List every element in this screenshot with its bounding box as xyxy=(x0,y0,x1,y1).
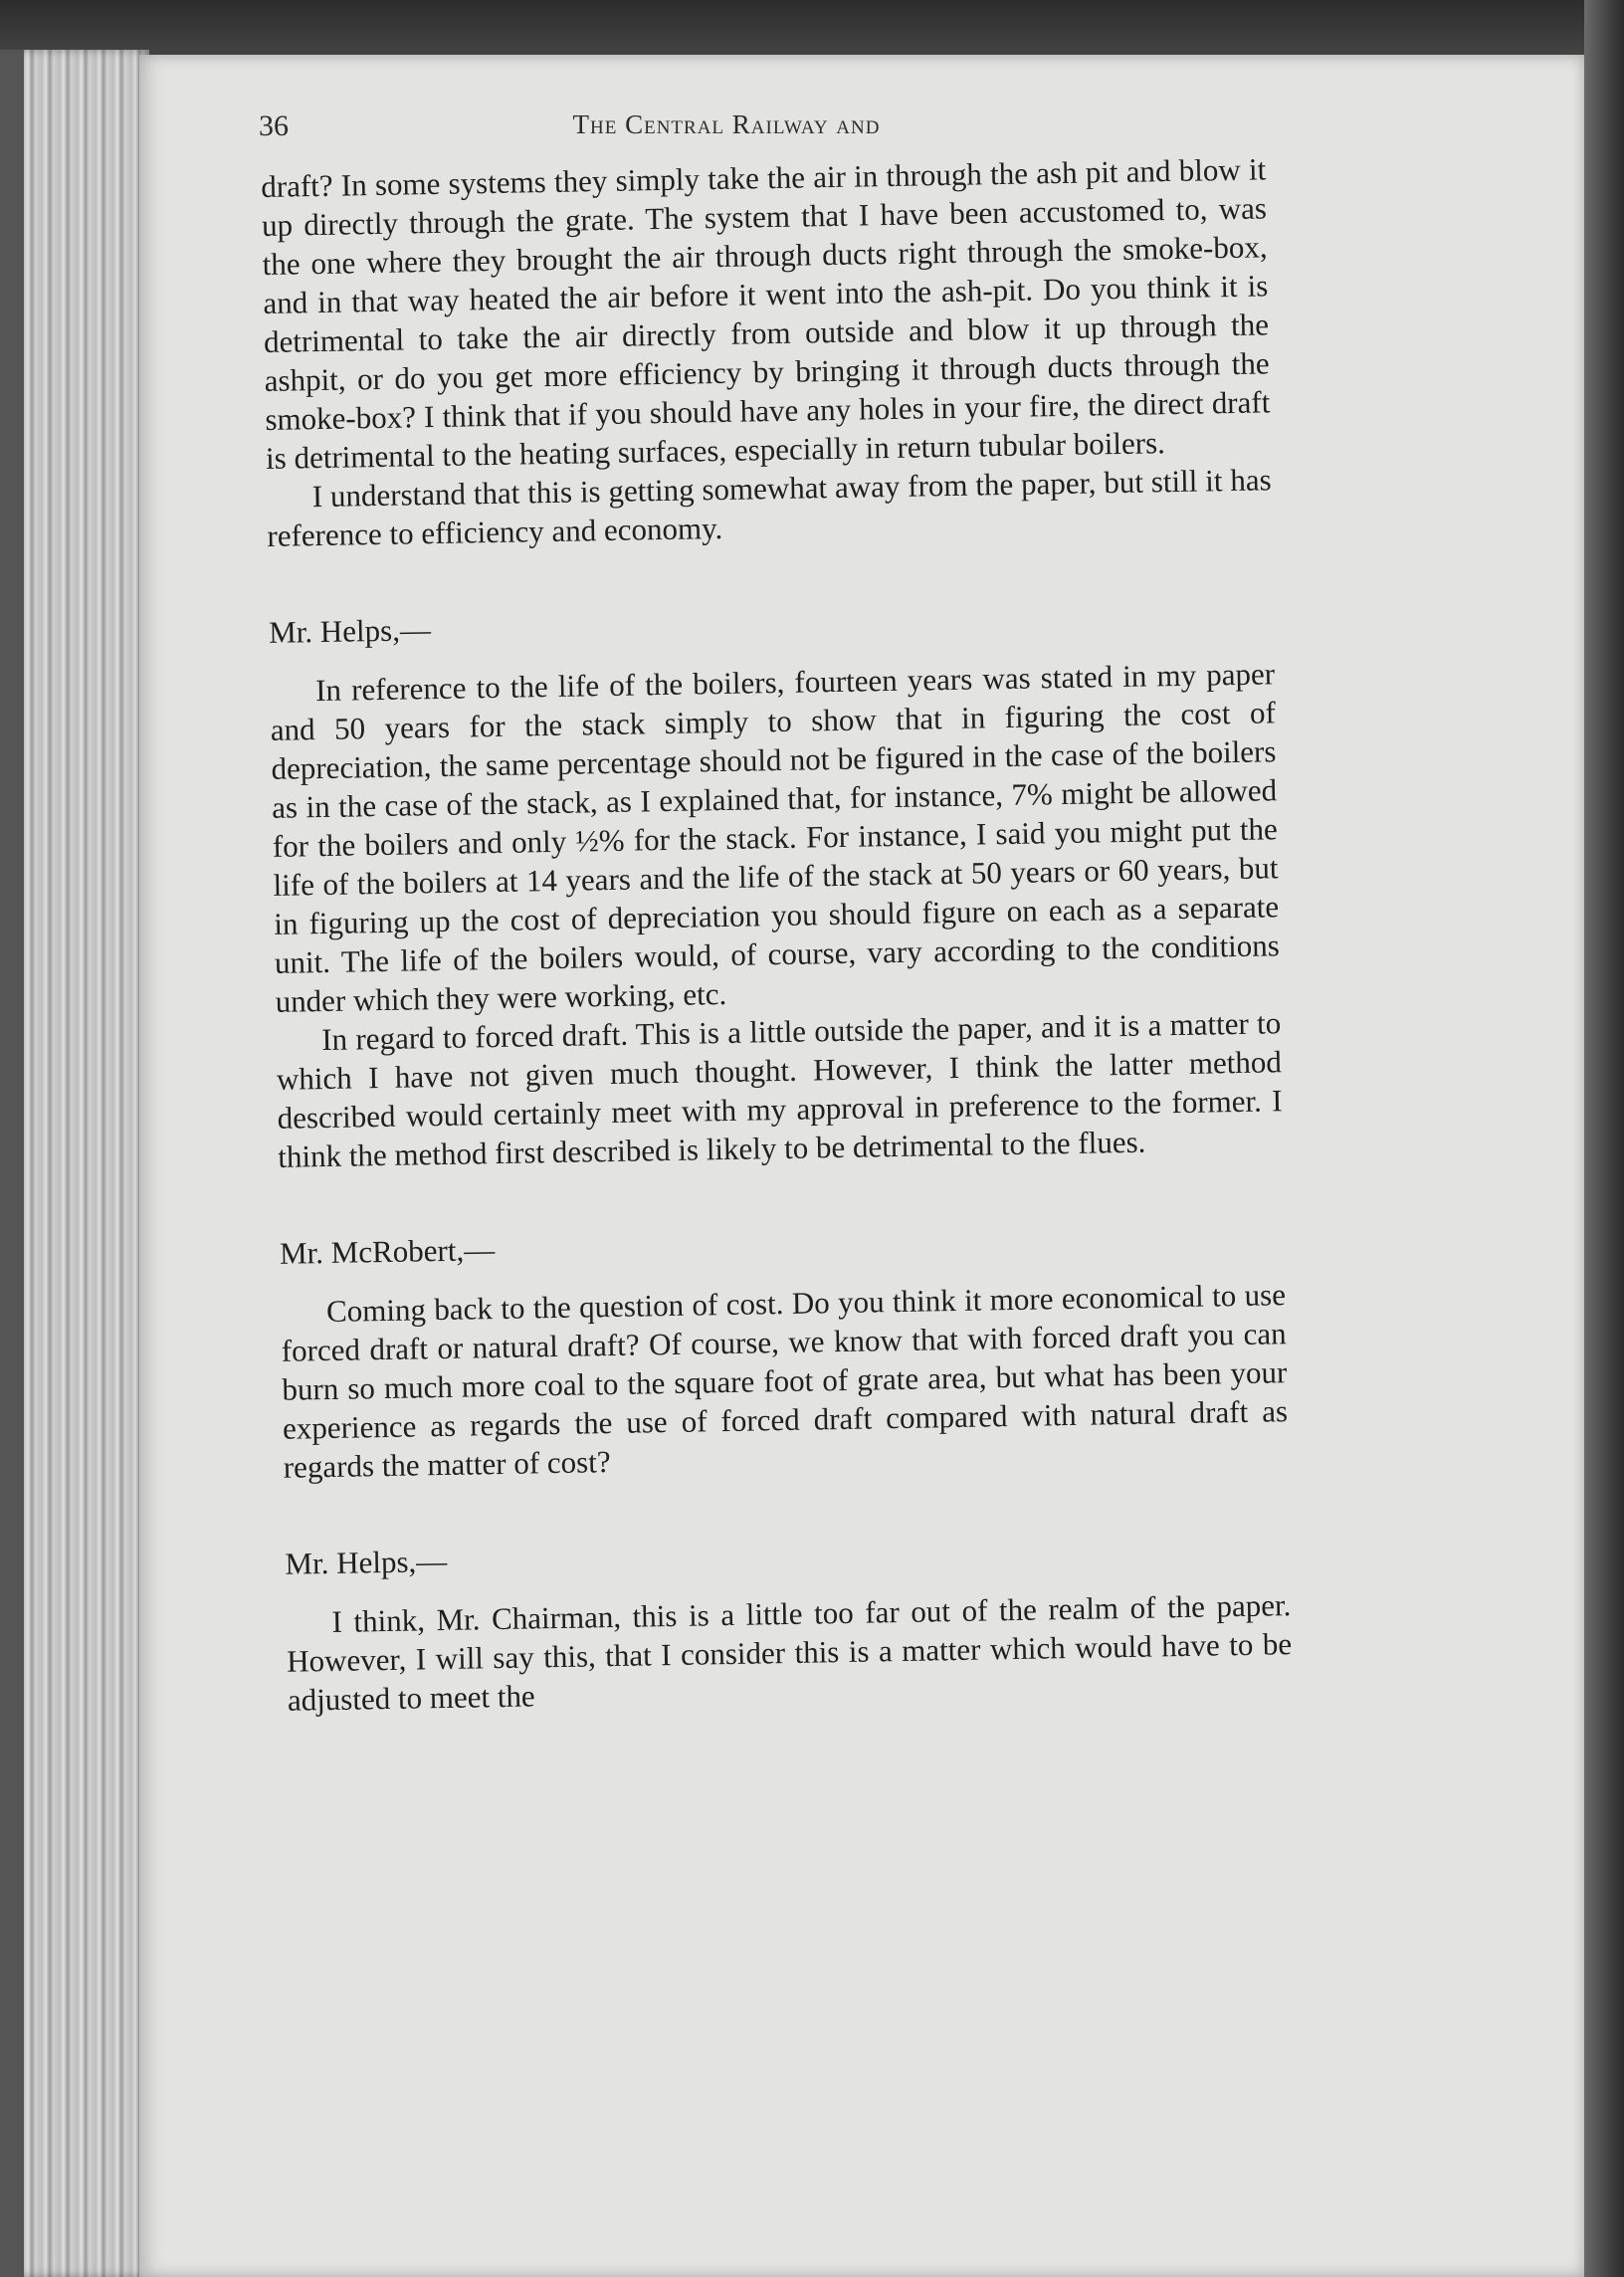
paragraph-understand: I understand that this is getting somewhat away from the paper, but still it has reference to efficiency and economy. xyxy=(267,462,1272,553)
book-page-edges xyxy=(0,50,149,2277)
running-title: The Central Railway and xyxy=(572,109,881,139)
paragraph-boiler-life: In reference to the life of the boilers, fourteen years was stated in my paper and 50 years for the stack simply to show that in figuring the cost of depreciation, the same percentage should not be figured in the case of the boilers as in the case of the stack, as I explained that, for instance, 7% might be allowed for the boilers and only ½% for the stack. For instance, I said you might put the life of the boilers at 14 years and the life of the stack at 50 years or 60 years, but in figuring up the cost of depreciation you should figure on each as a separate unit. The life of the boilers would, of course, vary according to the conditions under which they were working, etc. xyxy=(270,656,1281,1019)
speaker-helps-1: Mr. Helps,— xyxy=(268,612,432,650)
paragraph-forced-draft: In regard to forced draft. This is a little outside the paper, and it is a matter to which I have not given much thought. However, I think the latter method described would certainly meet with my approval in preference to the former. I think the method first described is likely to be detrimental to the flues. xyxy=(276,1005,1283,1174)
speaker-helps-2: Mr. Helps,— xyxy=(285,1543,448,1581)
body-text xyxy=(261,149,1293,1719)
paragraph-chairman: I think, Mr. Chairman, this is a little too far out of the realm of the paper. However, I will say this, that I consider this is a matter which would have to be adjusted to meet the xyxy=(286,1587,1293,1718)
paragraph-cost-question: Coming back to the question of cost. Do you think it more economical to use forced draft or natural draft? Of course, we know that with forced draft you can burn so much more coal to the square foot of grate area, but what has been your experience as regards the use of forced draft compared with natural draft as regards the matter of cost? xyxy=(281,1277,1289,1485)
page-number: 36 xyxy=(259,109,289,142)
book-binding-edge xyxy=(1584,0,1624,2277)
speaker-mcrobert: Mr. McRobert,— xyxy=(279,1232,496,1271)
paragraph-draft-question: draft? In some systems they simply take the air in through the ash pit and blow it up directly through the grate. The system that I have been accustomed to, was the one where they brought the air through ducts right through the smoke-box, and in that way heated the air before it went into the ash-pit. Do you think it is detrimental to take the air directly from outside and blow it up through the ashpit, or do you get more efficiency by bringing it through ducts through the smoke-box? I think that if you should have any holes in your fire, the direct draft is detrimental to the heating surfaces, especially in return tubular boilers. xyxy=(261,151,1271,476)
